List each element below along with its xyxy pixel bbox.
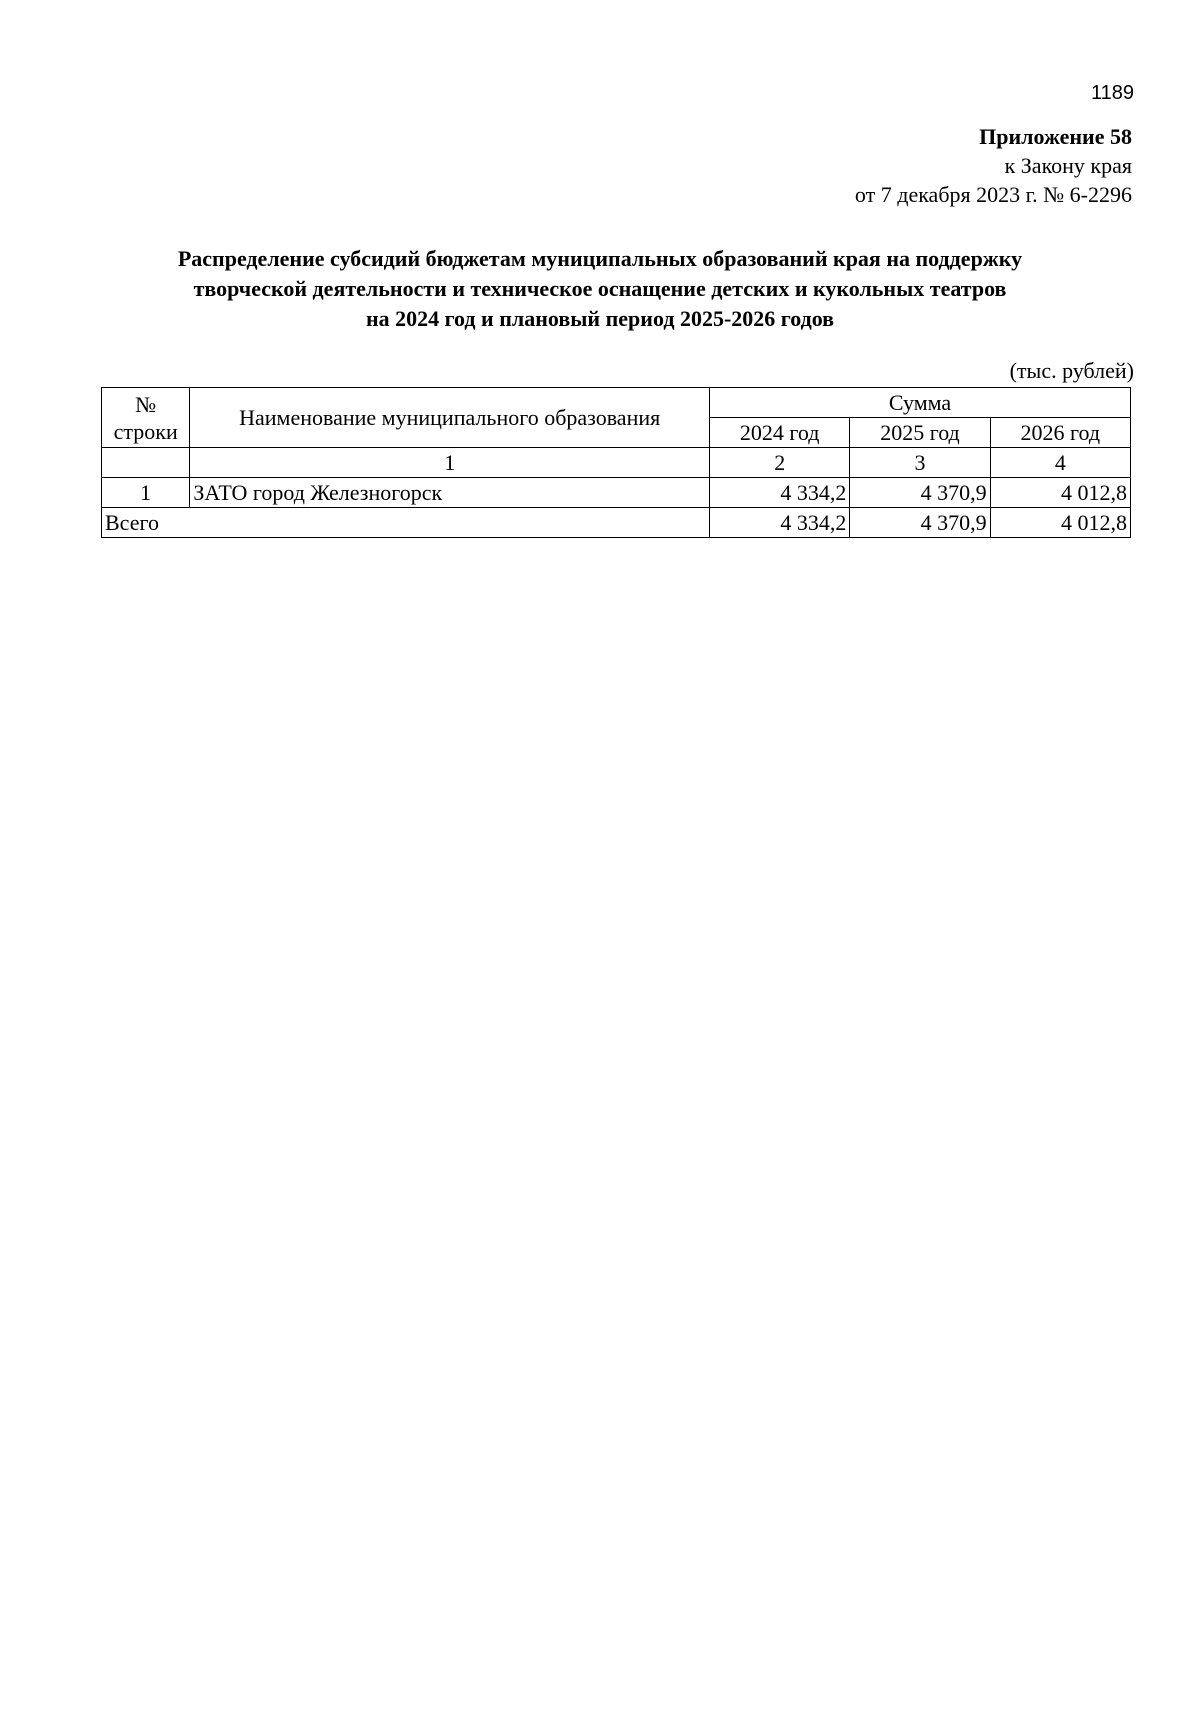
table-row [102, 478, 1131, 508]
units-label: (тыс. рублей) [1009, 358, 1134, 383]
page-number: 1189 [1090, 82, 1134, 104]
total-row [102, 508, 1131, 538]
appendix-header [855, 122, 1132, 209]
column-number-3: 3 [850, 448, 990, 478]
header-row-number-label: строки [113, 418, 178, 444]
header-row-number [102, 388, 190, 448]
value-2025: 4 370,9 [850, 478, 990, 508]
appendix-law-ref: к Закону края [1004, 153, 1132, 178]
header-year-2025: 2025 год [850, 418, 990, 448]
total-2026: 4 012,8 [990, 508, 1130, 538]
column-number-1: 1 [190, 448, 710, 478]
municipality-name: ЗАТО город Железногорск [190, 478, 710, 508]
total-2024: 4 334,2 [710, 508, 850, 538]
appendix-law-date: от 7 декабря 2023 г. № 6-2296 [854, 182, 1132, 207]
appendix-title: Приложение 58 [979, 124, 1132, 149]
document-title-line-1: Распределение субсидий бюджетам муниципальных образований края на поддержку [177, 246, 1023, 271]
document-title [100, 244, 1100, 334]
document-title-line-3: на 2024 год и плановый период 2025-2026 годов [365, 306, 835, 331]
column-number-empty [102, 448, 190, 478]
header-row-number-symbol: № [135, 391, 157, 417]
document-title-line-2: творческой деятельности и техническое оснащение детских и кукольных театров [193, 276, 1007, 301]
header-municipality-name: Наименование муниципального образования [190, 388, 710, 448]
column-number-2: 2 [710, 448, 850, 478]
header-sum: Сумма [710, 388, 1131, 418]
subsidy-table [101, 387, 1131, 538]
column-numbers-row [102, 448, 1131, 478]
total-2025: 4 370,9 [850, 508, 990, 538]
row-number: 1 [102, 478, 190, 508]
header-year-2024: 2024 год [710, 418, 850, 448]
value-2026: 4 012,8 [990, 478, 1130, 508]
total-label: Всего [102, 508, 710, 538]
value-2024: 4 334,2 [710, 478, 850, 508]
column-number-4: 4 [990, 448, 1130, 478]
table-header-row-1 [102, 388, 1131, 418]
header-year-2026: 2026 год [990, 418, 1130, 448]
